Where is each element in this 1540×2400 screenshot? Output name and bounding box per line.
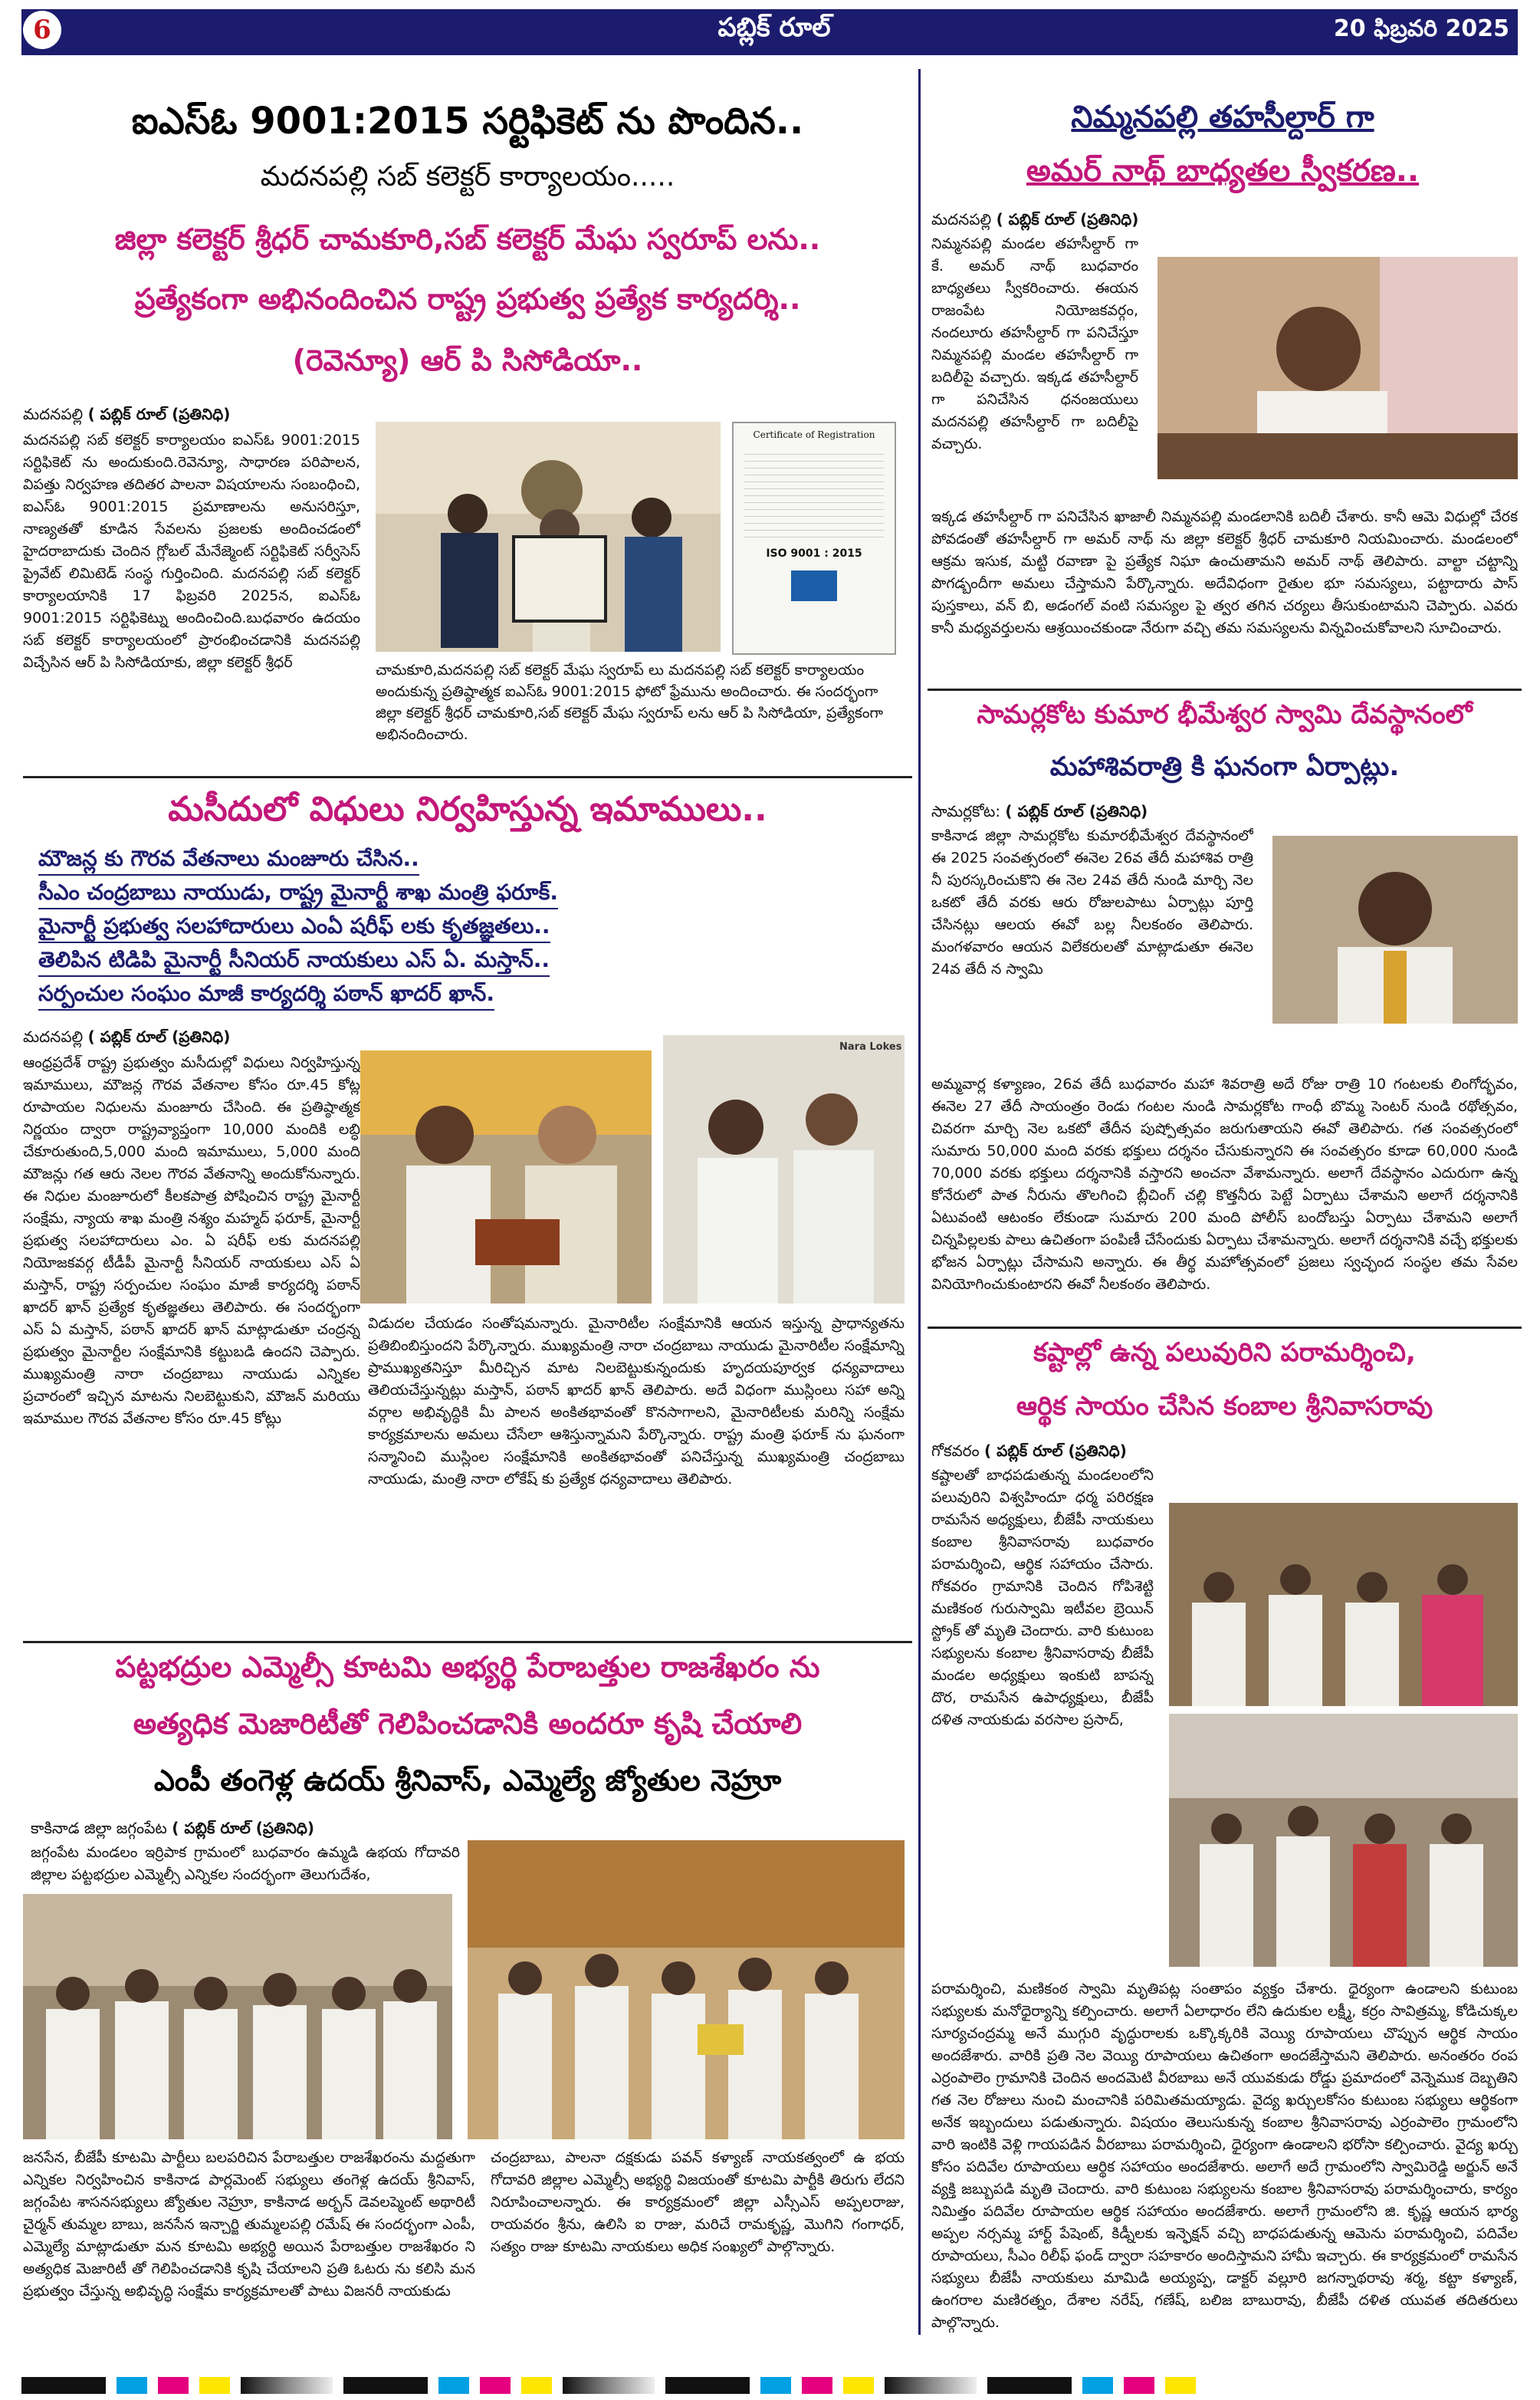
tahsildar-place: మదనపల్లి — [931, 210, 992, 228]
imams-tag: ( పబ్లిక్ రూల్ (ప్రతినిధి) — [87, 1027, 231, 1046]
certificate-number: ISO 9001 : 2015 — [766, 547, 862, 560]
registration-magenta-1 — [158, 2377, 189, 2394]
kambala-body-wide: పరామర్శించి, మణికంఠ స్వామి మృతిపట్ల సంతాపం వ్యక్తం చేశారు. ధైర్యంగా ఉండాలని కుటుంబ సభ్యులకు మనోధైర్యాన్ని కల్పించారు. అలాగే ఏలాధారం లేని ఉదుకుల లక్ష్మీ, కర్రం సావిత్రమ్మ, కోడిచుక్కల సూర్యచంద్రమ్మ అనే ముగ్గురి వృద్ధురాలకు ఒక్కొక్కరికి వెయ్యి రూపాయలు చొప్పున ఆర్థిక సాయం అందజేశారు. వారికి ప్రతి నెల వెయ్యి రూపాయలు ఉచితంగా అందజేస్తామని తెలిపారు. అనంతరం రంప ఎర్రంపాలెం గ్రామానికి చెందిన అందమెటి వీరబాబు అనే యువకుడు రోడ్డు ప్రమాదంలో వెన్నెముక దెబ్బతిని గత నెల రోజులు నుంచి మంచానికి పరిమితమయ్యాడు. వైద్య ఖర్చులకోసం కుటుంబ సభ్యులు ఆర్థికంగా అనేక ఇబ్బందులు పడుతున్నారు. విషయం తెలుసుకున్న కంబాల శ్రీనివాసరావు ఎర్రంపాలెం గ్రామంలోని వారి ఇంటికి వెళ్లి గాయపడిన వీరబాబు పరామర్శించి, ధైర్యంగా ఉండాలని భరోసా కల్పించారు. వైద్య ఖర్చు కోసం పదివేల రూపాయలు ఆర్థిక సహాయం అందజేశారు. అలాగే అదే గ్రామంలోని స్వామిరెడ్డి అర్జున్ అనే వ్యక్తి జబ్బుపడి మృతి చెందారు. వారి కుటుంబ సభ్యులను కంబాల శ్రీనివాసరావు పరామర్శించారు, కార్యం నిమిత్తం పదివేల రూపాయల ఆర్థిక సహాయం అందజేశారు. అలాగే గ్రామంలోని జి. కృష్ణ ఆయన భార్య అప్పల నర్సమ్మ హార్ట్ పేషెంట్, కిడ్నీలకు ఇన్ఫెక్షన్ వచ్చి బాధపడుతున్న ఆమెను పరామర్శించి, పదివేల రూపాయలు, సీఎం రిలీఫ్ ఫండ్ ద్వారా సహకారం అందిస్తామని హామీ ఇచ్చారు. ఈ కార్యక్రమంలో రామసేన సభ్యులు బీజేపీ నాయకులు మామిడి అయ్యప్ప, డాక్టర్ వల్లూరి జగన్నాథరావు శర్మ, కట్టా కళ్యాణ్, ఉంగరాల మణిరత్నం, దేశాల నరేష్, గణేష్, బలిజ బాబురావు, బీజేపీ దళిత యువత తదితరులు పాల్గొన్నారు. — [931, 1981, 1518, 2331]
iso-body: మదనపల్లి సబ్ కలెక్టర్ కార్యాలయం ఐఎస్ఓ 9001:2015 సర్టిఫికెట్ ను అందుకుంది.రెవెన్యూ, సాధారణ పరిపాలన, విపత్తు నిర్వహణ తదితర పాలనా విషయాలను సంబంధించి, ఐఎస్ఓ 9001:2015 ప్రమాణాలను అనుసరిస్తూ, నాణ్యతతో కూడిన సేవలను ప్రజలకు అందించడంలో హైదరాబాదుకు చెందిన గ్లోబల్ మేనేజ్మెంట్ సర్టిఫికెట్ సర్వీసెస్ ప్రైవేట్ లిమిటెడ్ సంస్థ గుర్తించింది. మదనపల్లి సబ్ కలెక్టర్ కార్యాలయానికి 17 ఫిబ్రవరి 2025న, ఐఎస్ఓ 9001:2015 సర్టిఫికెట్ను అందించింది.బుధవారం ఉదయం సబ్ కలెక్టర్ కార్యాలయంలో ప్రారంభించడానికి మదనపల్లి విచ్చేసిన ఆర్ పి సిసోడియాకు, జిల్లా కలెక్టర్ శ్రీధర్ — [23, 432, 360, 671]
temple-byline — [931, 802, 1148, 824]
imams-subline-2: సీఎం చంద్రబాబు నాయుడు, రాష్ట్ర మైనార్టీ శాఖ మంత్రి ఫరూక్. — [38, 877, 558, 909]
imams-subline-1: మౌజన్ల కు గౌరవ వేతనాలు మంజూరు చేసిన.. — [38, 843, 419, 876]
mlc-photo-ceremony-art — [468, 1840, 905, 2139]
imams-photo-cm-art — [360, 1050, 652, 1304]
section-divider — [23, 776, 912, 778]
kambala-place: గోకవరం — [931, 1442, 980, 1460]
tahsildar-byline — [931, 210, 1138, 232]
imams-place: మదనపల్లి — [23, 1027, 84, 1046]
certificate-title: Certificate of Registration — [753, 429, 875, 440]
iso-ceremony-photo — [376, 422, 721, 652]
temple-headline-1: సామర్లకోట కుమార భీమేశ్వర స్వామి దేవస్థానంలో — [977, 699, 1473, 730]
iso-ceremony-photo-art — [376, 422, 721, 652]
mlc-byline — [31, 1819, 314, 1841]
registration-cyan-1 — [117, 2377, 147, 2394]
registration-yellow-2 — [521, 2377, 552, 2394]
registration-cyan-2 — [438, 2377, 469, 2394]
certificate-logo — [791, 570, 837, 601]
kambala-photo-2-art — [1169, 1714, 1518, 1967]
registration-black-2 — [343, 2377, 428, 2394]
imams-body-left: ఆంధ్రప్రదేశ్ రాష్ట్ర ప్రభుత్వం మసీదుల్లో విధులు నిర్వహిస్తున్న ఇమాములు, మౌజన్ల గౌరవ వేతనాల కోసం రూ.45 కోట్ల రూపాయల నిధులను మంజూరు చేసింది. ఈ ప్రతిష్ఠాత్మక నిర్ణయం ద్వారా రాష్ట్రవ్యాప్తంగా 10,000 మందికి లబ్ధి చేకూరుతుంది,5,000 మంది ఇమాములు, 5,000 మంది మౌజన్లు గత ఆరు నెలల గౌరవ వేతనాన్ని అందుకోనున్నారు. ఈ నిధుల మంజూరులో కీలకపాత్ర పోషించిన రాష్ట్ర మైనార్టీ సంక్షేమ, న్యాయ శాఖ మంత్రి నశ్యం మహ్మద్ ఫరూక్, మైనార్టీ ప్రభుత్వ సలహాదారులు ఎం. ఏ షరీఫ్ లకు మదనపల్లి నియోజకవర్గ టీడీపీ మైనార్టీ సీనియర్ నాయకులు ఎస్ ఏ మస్తాన్, రాష్ట్ర సర్పంచుల సంఘం మాజీ కార్యదర్శి పఠాన్ ఖాదర్ ఖాన్ ప్రత్యేక కృతజ్ఞతలు తెలిపారు. ఈ సందర్భంగా ఎస్ ఏ మస్తాన్, పఠాన్ ఖాదర్ ఖాన్ మాట్లాడుతూ చంద్రన్న ప్రభుత్వం మైనార్టీల సంక్షేమానికి కట్టుబడి ఉందని చెప్పారు. ముఖ్యమంత్రి నారా చంద్రబాబు నాయుడు ఎన్నికల ప్రచారంలో ఇచ్చిన మాటను నిలబెట్టుకుని, మౌజన్ మరియు ఇమాముల గౌరవ వేతనాల కోసం రూ.45 కోట్లు — [23, 1054, 360, 1427]
registration-black-1 — [21, 2377, 106, 2394]
registration-yellow-3 — [843, 2377, 874, 2394]
tahsildar-photo — [1157, 257, 1518, 479]
mlc-photo-group — [23, 1894, 452, 2139]
mlc-tag: ( పబ్లిక్ రూల్ (ప్రతినిధి) — [172, 1819, 315, 1837]
iso-headline: ఐఎస్ఓ 9001:2015 సర్టిఫికెట్ ను పొందిన.. — [131, 100, 804, 143]
kambala-headline-2: ఆర్థిక సాయం చేసిన కంబాల శ్రీనివాసరావు — [1016, 1391, 1433, 1422]
imams-body-right: విడుదల చేయడం సంతోషమన్నారు. మైనారిటీల సంక్షేమానికి ఆయన ఇస్తున్న ప్రాధాన్యతను ప్రతిబింబిస్తుందని పేర్కొన్నారు. ముఖ్యమంత్రి నారా చంద్రబాబు నాయుడు మైనారిటీల సంక్షేమాన్ని ప్రాముఖ్యతనిస్తూ మీరిచ్చిన మాట నిలబెట్టుకున్నందుకు హృదయపూర్వక ధన్యవాదాలు తెలియచేస్తున్నట్లు మస్తాన్, పఠాన్ ఖాదర్ ఖాన్ తెలిపారు. అదే విధంగా ముస్లింలు సహా అన్ని వర్గాల అభివృద్ధికి మీ పాలన అంకితభావంతో కొనసాగాలని, మైనారిటీలకు మరిన్ని సంక్షేమ కార్యక్రమాలను అమలు చేసేలా ఆశిస్తున్నామని పేర్కొన్నారు. రాష్ట్ర మంత్రి ఫరూక్ ను ఘనంగా సన్మానించి ముస్లింల సంక్షేమానికి అంకితభావంతో పనిచేస్తున్న ముఖ్యమంత్రి చంద్రబాబు నాయుడు, మంత్రి నారా లోకేష్ కు ప్రత్యేక ధన్యవాదాలు తెలిపారు. — [368, 1315, 905, 1488]
kambala-byline — [931, 1442, 1127, 1464]
issue-date: 20 ఫిబ్రవరి 2025 — [1333, 15, 1509, 42]
temple-place: సామర్లకోట: — [931, 802, 1001, 820]
temple-photo — [1272, 836, 1518, 1024]
iso-tag: ( పబ్లిక్ రూల్ (ప్రతినిధి) — [87, 405, 231, 423]
tahsildar-headline-1: నిమ్మనపల్లి తహసీల్దార్ గా — [1071, 100, 1374, 135]
temple-tag: ( పబ్లిక్ రూల్ (ప్రతినిధి) — [1005, 802, 1148, 820]
imams-subline-5: సర్పంచుల సంఘం మాజీ కార్యదర్శి పఠాన్ ఖాదర్ ఖాన్. — [38, 978, 494, 1011]
iso-place: మదనపల్లి — [23, 405, 84, 423]
tahsildar-headline-2: అమర్ నాథ్ బాధ్యతల స్వీకరణ.. — [1026, 153, 1420, 189]
column-divider — [918, 69, 921, 2335]
iso-deck-2: ప్రత్యేకంగా అభినందించిన రాష్ట్ర ప్రభుత్వ ప్రత్యేక కార్యదర్శి.. — [134, 282, 801, 316]
registration-cyan-4 — [1082, 2377, 1113, 2394]
section-divider — [928, 689, 1522, 691]
registration-yellow-1 — [199, 2377, 230, 2394]
imams-byline — [23, 1027, 230, 1050]
kambala-photo-1-art — [1169, 1503, 1518, 1706]
temple-body-narrow: కాకినాడ జిల్లా సామర్లకోట కుమారభీమేశ్వర దేవస్థానంలో ఈ 2025 సంవత్సరంలో ఈనెల 26వ తేదీ మహాశివ రాత్రి నీ పురస్కరించుకొని ఈ నెల 24వ తేదీ నుండి మార్చి నెల ఒకటో తేదీ వరకు ఆరు రోజులపాటు ఏర్పాట్లు పూర్తి చేసినట్లు ఆలయ ఈవో బల్ల నీలకంఠం తెలిపారు. మంగళవారం ఆయన విలేకరులతో మాట్లాడుతూ ఈనెల 24వ తేదీ న స్వామి — [931, 827, 1253, 978]
mlc-place: కాకినాడ జిల్లా జగ్గంపేట — [31, 1819, 167, 1837]
imams-photo-lokesh — [663, 1035, 905, 1304]
registration-gray-2 — [563, 2377, 655, 2394]
kambala-headline-1: కష్టాల్లో ఉన్న పలువురిని పరామర్శించి, — [1033, 1337, 1416, 1368]
imams-sublines — [38, 843, 897, 1012]
registration-magenta-3 — [802, 2377, 832, 2394]
tahsildar-photo-art — [1157, 257, 1518, 479]
mlc-headline-1: పట్టభద్రుల ఎమ్మెల్సీ కూటమి అభ్యర్థి పేరాబత్తుల రాజశేఖరం ను — [115, 1650, 820, 1684]
temple-photo-art — [1272, 836, 1518, 1024]
tahsildar-tag: ( పబ్లిక్ రూల్ (ప్రతినిధి) — [996, 210, 1139, 228]
registration-black-4 — [987, 2377, 1072, 2394]
imams-photo-lokesh-art — [663, 1035, 905, 1304]
registration-magenta-4 — [1124, 2377, 1154, 2394]
iso-photo-caption: చామకూరి,మదనపల్లి సబ్ కలెక్టర్ మేఘ స్వరూప్ లు మదనపల్లి సబ్ కలెక్టర్ కార్యాలయం అందుకున్న ప్రతిష్ఠాత్మక ఐఎస్ఓ 9001:2015 ఫోటో ఫ్రేమును అందించారు. ఈ సందర్భంగా జిల్లా కలెక్టర్ శ్రీధర్ చామకూరి,సబ్ కలెక్టర్ మేఘ స్వరూప్ లను ఆర్ పి సిసోడియా, ప్రత్యేకంగా అభినందించారు. — [376, 662, 883, 743]
mlc-body-left: జనసేన, బీజేపీ కూటమి పార్టీలు బలపరిచిన పేరాబత్తుల రాజశేఖరంను మద్దతుగా ఎన్నికల నిర్వహించిన కాకినాడ పార్లమెంట్ సభ్యులు తంగెళ్ల ఉదయ్ శ్రీనివాస్, జగ్గంపేట శాసనసభ్యులు జ్యోతుల నెహ్రూ, కాకినాడ అర్బన్ డెవలప్మెంట్ అథారిటీ చైర్మన్ తుమ్మల బాబు, జనసేన ఇన్చార్జి తుమ్మలపల్లి రమేష్ ఈ సందర్భంగా ఎంపీ, ఎమ్మెల్యే మాట్లాడుతూ మన కూటమి అభ్యర్థి అయిన పేరాబత్తుల రాజశేఖరం ని అత్యధిక మెజారిటీ తో గెలిపించడానికి కృషి చేయాలని ప్రతి ఓటరు ను కలిసి మన ప్రభుత్వం చేస్తున్న అభివృద్ధి సంక్షేమ కార్యక్రమాలతో పాటు విజనరీ నాయకుడు — [23, 2149, 475, 2300]
tahsildar-body-wide: ఇక్కడ తహసీల్దార్ గా పనిచేసిన ఖాజాలీ నిమ్మనపల్లి మండలానికి బదిలీ చేశారు. కానీ ఆమె విధుల్లో చేరక పోవడంతో తహసీల్దార్ గా అమర్ నాథ్ ను జిల్లా కలెక్టర్ శ్రీధర్ చామకూరి నియమించారు. మండలంలో ఆక్రమ ఇసుక, మట్టి రవాణా పై ప్రత్యేక నిఘా ఉంచుతామని అమర్ నాథ్ తెలిపారు. వాల్టా చట్టాన్ని పొగడ్బందీగా అమలు చేస్తామని పేర్కొన్నారు. అదేవిధంగా రైతుల భూ సమస్యలు, పట్టాదారు పాస్ పుస్తకాలు, వన్ బి, అడంగల్ వంటి సమస్యల పై త్వర తగిన చర్యలు తీసుకుంటామని చెప్పారు. ఎవరు కానీ మధ్యవర్తులను ఆశ్రయించకుండా నేరుగా వచ్చి తమ సమస్యలను విన్నవించుకోవాలని సూచించారు. — [931, 508, 1518, 636]
temple-body-wide: అమ్మవార్ల కళ్యాణం, 26వ తేదీ బుధవారం మహా శివరాత్రి అదే రోజు రాత్రి 10 గంటలకు లింగోద్భవం, ఈనెల 27 తేదీ సాయంత్రం రెండు గంటల నుండి సామర్లకోట గాంధీ బొమ్మ సెంటర్ నుండి రథోత్సవం, చివరగా మార్చి నెల ఒకటో తేదీన పుష్పోత్సవం జరుగుతాయని ఈవో తెలిపారు. గత సంవత్సరంలో సుమారు 50,000 మంది వరకు భక్తులు దర్శనం చేసుకున్నారని ఈ సంవత్సరం కూడా 60,000 నుండి 70,000 వరకు భక్తులు దర్శనానికి వస్తారని అంచనా వేశామన్నారు. అలాగే దేవస్థానం ఎదురుగా ఉన్న కోనేరులో పాత నీరును తొలగించి బ్లీచింగ్ చల్లి కొత్తనీరు పెట్టే ఏర్పాటు చేశామని అలాగే దర్శనానికి ఏటువంటి ఆటంకం లేకుండా సుమారు 200 మంది పోలీస్ బందోబస్తు ఏర్పాటు చేశామని అలాగే చిన్నపిల్లలకు పాలు ఉచితంగా పంపిణీ చేసేందుకు ఏర్పాటు చేశామన్నారు. అలాగే దర్శనానికి వచ్చే భక్తులకు భోజన ఏర్పాట్లు చేసామని అన్నారు. ఈ తీర్థ మహోత్సవంలో ప్రజలు స్వచ్ఛంద సంస్థల తమ సేవల వినియోగించుకుంటారని ఈవో నీలకంఠం తెలిపారు. — [931, 1076, 1518, 1293]
mlc-body-right: చంద్రబాబు, పాలనా దక్షకుడు పవన్ కళ్యాణ్ నాయకత్వంలో ఉ భయ గోదావరి జిల్లాల ఎమ్మెల్సీ అభ్యర్థి విజయంతో కూటమి పార్టీకి తిరుగు లేదని నిరూపించాలన్నారు. ఈ కార్యక్రమంలో జిల్లా ఎస్సీఎస్ అప్పలరాజు, రాయవరం శ్రీను, ఉలిసి ఐ రాజు, మరిచే రామకృష్ణ, మొగిని గంగాధర్, సత్యం రాజు కూటమి నాయకులు అధిక సంఖ్యలో పాల్గొన్నారు. — [491, 2149, 905, 2255]
kambala-photo-2 — [1169, 1714, 1518, 1967]
mlc-intro: జగ్గంపేట మండలం ఇర్రిపాక గ్రామంలో బుధవారం ఉమ్మడి ఉభయ గోదావరి జిల్లాల పట్టభద్రుల ఎమ్మెల్సీ ఎన్నికల సందర్భంగా తెలుగుదేశం, — [31, 1844, 460, 1883]
registration-cyan-3 — [760, 2377, 791, 2394]
registration-gray-1 — [241, 2377, 333, 2394]
temple-headline-2: మహాశివరాత్రి కి ఘనంగా ఏర్పాట్లు. — [1049, 751, 1400, 782]
photo-banner-text: Nara Lokes — [839, 1041, 902, 1053]
imams-subline-3: మైనార్టీ ప్రభుత్వ సలహాదారులు ఎంఏ షరీఫ్ లకు కృతజ్ఞతలు.. — [38, 911, 550, 943]
imams-headline: మసీదులో విధులు నిర్వహిస్తున్న ఇమాములు.. — [168, 790, 767, 829]
kambala-body-narrow: కష్టాలతో బాధపడుతున్న మండలంలోని పలువురిని విశ్వహిందూ ధర్మ పరిరక్షణ రామసేన అధ్యక్షులు, బీజేపీ నాయకులు కంబాల శ్రీనివాసరావు బుధవారం పరామర్శించి, ఆర్థిక సహాయం చేసారు. గోకవరం గ్రామానికి చెందిన గోపిశెట్టి మణికంఠ గురుస్వామి ఇటీవల బ్రెయిన్ స్ట్రోక్ తో మృతి చెందారు. వారి కుటుంబ సభ్యులను కంబాల శ్రీనివాసరావు బీజేపీ మండల అధ్యక్షులు ఇంకుటి బాపన్న దొర, రామసేన ఉపాధ్యక్షులు, బీజేపీ దళిత నాయకుడు వరసాల ప్రసాద్, — [931, 1467, 1154, 1728]
iso-subhead: మదనపల్లి సబ్ కలెక్టర్ కార్యాలయం..... — [260, 161, 675, 192]
certificate-text-lines — [744, 448, 884, 540]
iso-byline — [23, 405, 230, 427]
section-divider — [928, 1327, 1522, 1329]
color-registration-strip — [0, 2377, 1540, 2394]
registration-gray-3 — [885, 2377, 977, 2394]
imams-subline-4: తెలిపిన టిడిపి మైనార్టీ సీనియర్ నాయకులు ఎస్ ఏ. మస్తాన్.. — [38, 945, 550, 977]
iso-deck-1: జిల్లా కలెక్టర్ శ్రీధర్ చామకూరి,సబ్ కలెక్టర్ మేఘ స్వరూప్ లను.. — [114, 222, 821, 256]
page-number: 6 — [23, 11, 61, 49]
imams-photo-cm — [360, 1050, 652, 1304]
iso-certificate-image — [732, 422, 896, 655]
kambala-photo-1 — [1169, 1503, 1518, 1706]
tahsildar-body-narrow: నిమ్మనపల్లి మండల తహసీల్దార్ గా కే. అమర్ నాథ్ బుధవారం బాధ్యతలు స్వీకరించారు. ఈయన రాజంపేట నియోజకవర్గం, నందలూరు తహసీల్దార్ గా పనిచేస్తూ నిమ్మనపల్లి మండల తహసీల్దార్ గా బదిలీపై వచ్చారు. ఇక్కడ తహసీల్దార్ గా పనిచేసిన ధనంజయులు మదనపల్లి తహసీల్దార్ గా బదిలీపై వచ్చారు. — [931, 235, 1138, 452]
iso-deck-3: (రెవెన్యూ) ఆర్ పి సిసోడియా.. — [292, 344, 643, 377]
newspaper-title: పబ్లిక్ రూల్ — [717, 12, 831, 43]
kambala-tag: ( పబ్లిక్ రూల్ (ప్రతినిధి) — [984, 1442, 1127, 1460]
registration-yellow-4 — [1165, 2377, 1196, 2394]
section-divider — [23, 1641, 912, 1643]
registration-black-3 — [665, 2377, 750, 2394]
mlc-headline-2: అత్యధిక మెజారిటీతో గెలిపించడానికి అందరూ కృషి చేయాలి — [133, 1707, 803, 1741]
mlc-headline-3: ఎంపీ తంగెళ్ల ఉదయ్ శ్రీనివాస్, ఎమ్మెల్యే జ్యోతుల నెహ్రూ — [153, 1764, 782, 1797]
mlc-photo-ceremony — [468, 1840, 905, 2139]
mlc-photo-group-art — [23, 1894, 452, 2139]
registration-magenta-2 — [480, 2377, 511, 2394]
